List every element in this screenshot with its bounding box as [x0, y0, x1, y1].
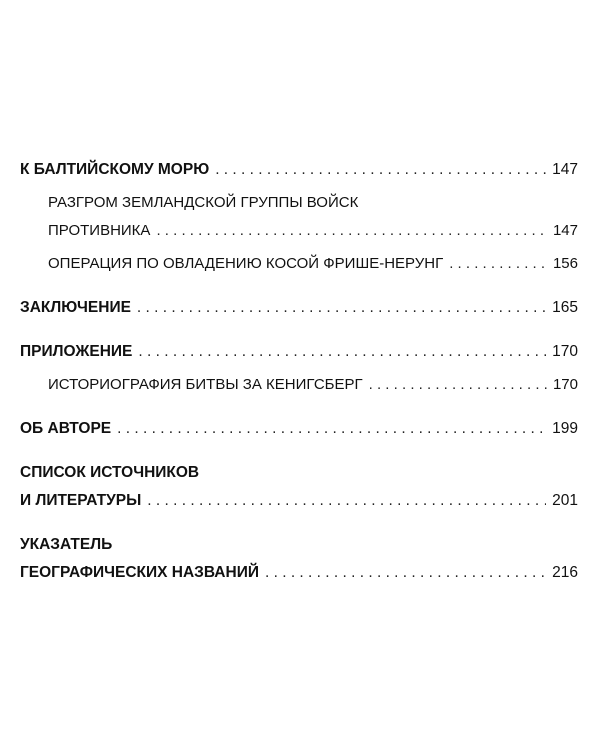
toc-entry-sources[interactable]: [20, 459, 578, 515]
dot-leader: [265, 559, 546, 587]
toc-entry-page: 170: [552, 343, 578, 360]
dot-leader: [117, 415, 546, 443]
toc-entry-title: ЗАКЛЮЧЕНИЕ: [20, 299, 131, 316]
toc-entry-page: 147: [552, 161, 578, 178]
dot-leader: [156, 217, 547, 245]
toc-entry-title: К БАЛТИЙСКОМУ МОРЮ: [20, 161, 210, 178]
toc-entry-title: ОБ АВТОРЕ: [20, 420, 112, 437]
dot-leader: [369, 371, 547, 399]
toc-entry-baltic[interactable]: [20, 156, 578, 184]
toc-entry-author[interactable]: [20, 415, 578, 443]
toc-entry-zemland[interactable]: [20, 189, 578, 245]
dot-leader: [138, 338, 546, 366]
toc-entry-page: 170: [552, 376, 578, 393]
toc-entry-title-continued: И ЛИТЕРАТУРЫ: [20, 492, 142, 509]
table-of-contents: [20, 156, 578, 587]
toc-entry-title-continued: ПРОТИВНИКА: [48, 222, 151, 239]
toc-entry-title: ОПЕРАЦИЯ ПО ОВЛАДЕНИЮ КОСОЙ ФРИШЕ-НЕРУНГ: [48, 255, 444, 272]
toc-entry-page: 201: [552, 492, 578, 509]
toc-entry-title: РАЗГРОМ ЗЕМЛАНДСКОЙ ГРУППЫ ВОЙСК: [48, 194, 359, 211]
toc-entry-title-continued: ГЕОГРАФИЧЕСКИХ НАЗВАНИЙ: [20, 564, 259, 581]
toc-entry-page: 199: [552, 420, 578, 437]
toc-entry-page: 156: [552, 255, 578, 272]
toc-entry-page: 147: [552, 222, 578, 239]
toc-entry-conclusion[interactable]: [20, 294, 578, 322]
dot-leader: [449, 250, 547, 278]
toc-entry-appendix[interactable]: [20, 338, 578, 366]
dot-leader: [215, 156, 546, 184]
toc-entry-page: 216: [552, 564, 578, 581]
toc-entry-title: ИСТОРИОГРАФИЯ БИТВЫ ЗА КЕНИГСБЕРГ: [48, 376, 363, 393]
toc-entry-title: СПИСОК ИСТОЧНИКОВ: [20, 464, 200, 481]
dot-leader: [147, 487, 546, 515]
toc-entry-title: УКАЗАТЕЛЬ: [20, 536, 113, 553]
toc-entry-page: 165: [552, 299, 578, 316]
toc-entry-title: ПРИЛОЖЕНИЕ: [20, 343, 133, 360]
dot-leader: [137, 294, 546, 322]
toc-entry-historiography[interactable]: [20, 371, 578, 399]
toc-entry-index[interactable]: [20, 531, 578, 587]
toc-entry-frische[interactable]: [20, 250, 578, 278]
